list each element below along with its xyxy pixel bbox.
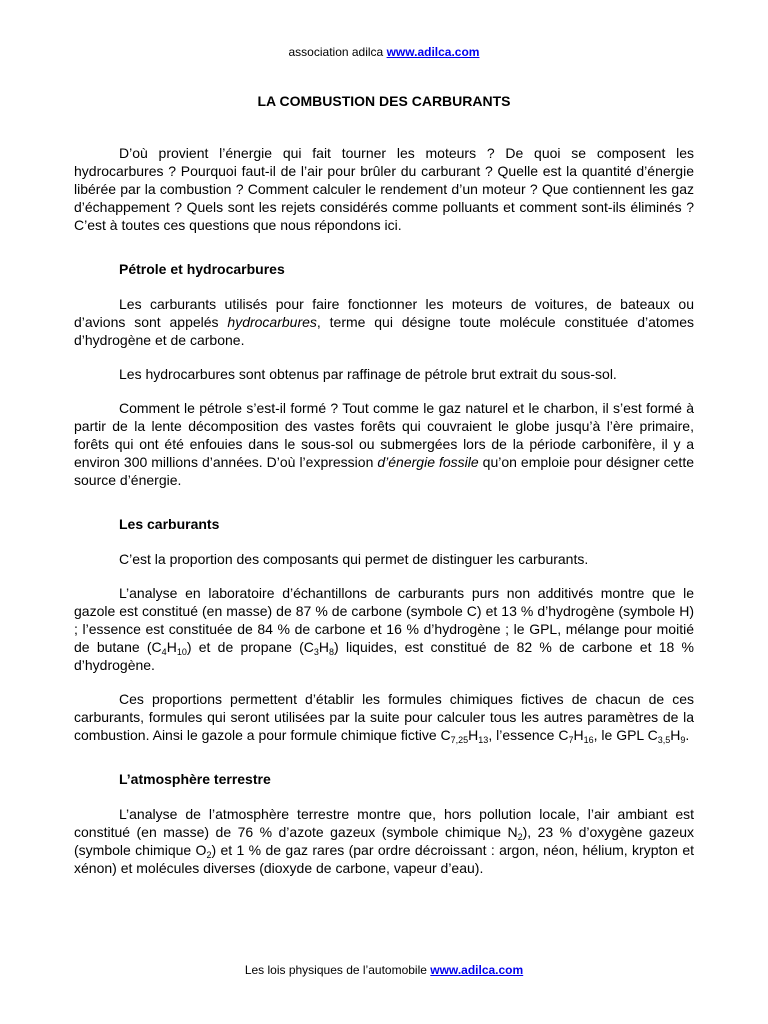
header-link[interactable]: www.adilca.com <box>386 45 480 59</box>
paragraph-proportion: C’est la proportion des composants qui permet de distinguer les carburants. <box>119 551 589 567</box>
paragraph-hydrocarbures: Les carburants utilisés pour faire fonctionner les moteurs de voitures, de bateaux ou d’avions sont appelés hydrocarbures, terme qui désigne toute molécule constituée d’atomes d’hydrogène et de carbone. <box>74 296 694 348</box>
paragraph-formules: Ces proportions permettent d’établir les formules chimiques fictives de chacun de ces carburants, formules qui seront utilisées par la suite pour calculer tous les autres paramètres de la combustion. Ainsi le gazole a pour formule chimique fictive $C_{7,25}H_{13}$, l’essence $C_7H_{16}$, le GPL $C_{3,5}H_9$. <box>74 691 694 745</box>
document-body <box>74 144 694 893</box>
page-header <box>0 45 768 59</box>
paragraph-formation-petrole: Comment le pétrole s’est-il formé ? Tout comme le gaz naturel et le charbon, il s’est formé à partir de la lente décomposition des vastes forêts qui couvraient le globe jusqu’à l’ère primaire, forêts qui ont été enfouies dans le sous-sol ou submergées lors de la période carbonifère, il y a environ 300 millions d’années. D’où l’expression d’énergie fossile qu’on emploie pour désigner cette source d’énergie. <box>74 400 694 488</box>
paragraph-raffinage: Les hydrocarbures sont obtenus par raffinage de pétrole brut extrait du sous-sol. <box>119 366 617 382</box>
section-heading-carburants: Les carburants <box>119 516 220 532</box>
paragraph-atmosphere: L’analyse de l’atmosphère terrestre montre que, hors pollution locale, l’air ambiant est constitué (en masse) de 76 % d’azote gazeux (symbole chimique $N_2$), 23 % d’oxygène gazeux (symbole chimique $O_2$) et 1 % de gaz rares (par ordre décroissant : argon, néon, hélium, krypton et xénon) et molécules diverses (dioxyde de carbone, vapeur d’eau). <box>74 806 694 876</box>
intro-paragraph: D’où provient l’énergie qui fait tourner les moteurs ? De quoi se composent les hydrocarbures ? Pourquoi faut-il de l’air pour brûler du carburant ? Quelle est la quantité d’énergie libérée par la combustion ? Comment calculer le rendement d’un moteur ? Que contiennent les gaz d’échappement ? Quels sont les rejets considérés comme polluants et comment sont-ils éliminés ? C’est à toutes ces questions que nous répondons ici. <box>74 145 694 233</box>
section-heading-atmosphere: L’atmosphère terrestre <box>119 771 271 787</box>
footer-link[interactable]: www.adilca.com <box>430 963 524 977</box>
page-footer <box>0 963 768 977</box>
document-title: LA COMBUSTION DES CARBURANTS <box>257 93 511 109</box>
footer-text: Les lois physiques de l’automobile <box>244 963 431 977</box>
paragraph-analyse-carburants: L’analyse en laboratoire d’échantillons de carburants purs non additivés montre que le gazole est constitué (en masse) de 87 % de carbone (symbole C) et 13 % d’hydrogène (symbole H) ; l’essence est constituée de 84 % de carbone et 16 % d’hydrogène ; le GPL, mélange pour moitié de butane $(C_4H_{10})$ et de propane $(C_3H_8)$ liquides, est constitué de 82 % de carbone et 18 % d’hydrogène. <box>74 585 694 673</box>
section-heading-petrole: Pétrole et hydrocarbures <box>119 261 285 277</box>
header-text: association adilca <box>288 45 387 59</box>
